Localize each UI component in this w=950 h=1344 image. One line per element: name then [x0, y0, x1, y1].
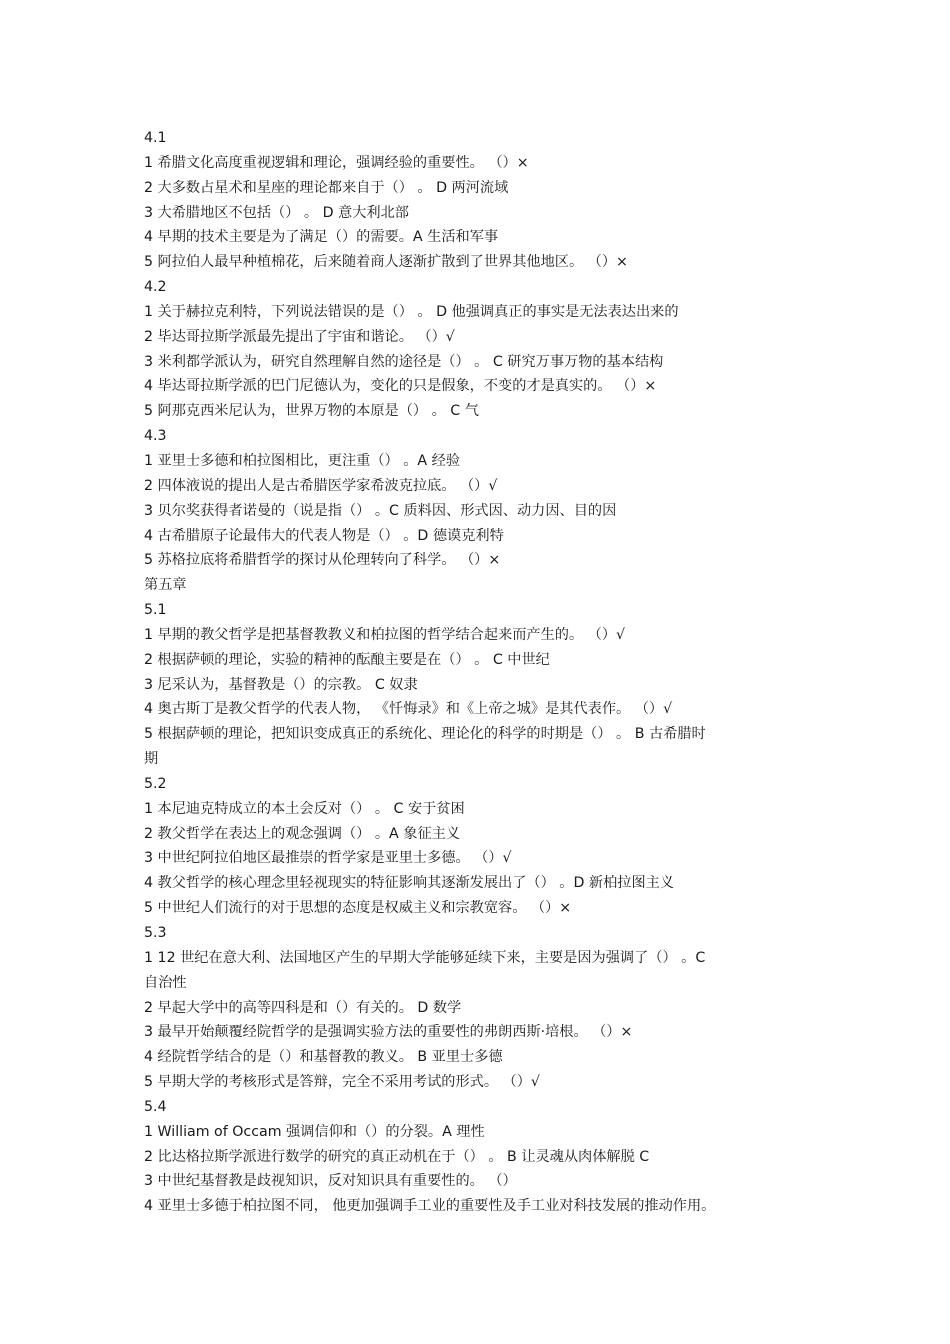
question-list	[144, 126, 820, 1219]
question-line: 2 根据萨顿的理论，实验的精神的酝酿主要是在（） 。 C 中世纪	[144, 651, 550, 668]
question-line: 2 四体液说的提出人是古希腊医学家希波克拉底。 （）√	[144, 477, 498, 494]
question-line: 2 教父哲学在表达上的观念强调（） 。A 象征主义	[144, 825, 461, 842]
question-line: 4 早期的技术主要是为了满足（）的需要。A 生活和军事	[144, 229, 499, 246]
question-line: 1 亚里士多德和柏拉图相比，更注重（） 。A 经验	[144, 452, 461, 469]
question-line: 2 比达格拉斯学派进行数学的研究的真正动机在于（） 。 B 让灵魂从肉体解脱 C	[144, 1148, 650, 1165]
question-line: 5 根据萨顿的理论，把知识变成真正的系统化、理论化的科学的时期是（） 。 B 古希腊时	[144, 726, 706, 743]
question-line: 1 希腊文化高度重视逻辑和理论，强调经验的重要性。 （）×	[144, 154, 529, 171]
question-line: 5 苏格拉底将希腊哲学的探讨从伦理转向了科学。 （）×	[144, 552, 501, 569]
question-line: 3 中世纪基督教是歧视知识，反对知识具有重要性的。 （）	[144, 1173, 517, 1190]
question-line: 4 教父哲学的核心理念里轻视现实的特征影响其逐渐发展出了（） 。D 新柏拉图主义	[144, 875, 675, 892]
question-line: 4 毕达哥拉斯学派的巴门尼德认为，变化的只是假象，不变的才是真实的。 （）×	[144, 378, 657, 395]
question-line: 1 关于赫拉克利特，下列说法错误的是（） 。 D 他强调真正的事实是无法表达出来的	[144, 303, 679, 320]
section-heading: 5.1	[144, 602, 167, 619]
question-line: 5 中世纪人们流行的对于思想的态度是权威主义和宗教宽容。 （）×	[144, 900, 572, 917]
question-line-continuation: 期	[144, 751, 159, 768]
question-line: 3 中世纪阿拉伯地区最推崇的哲学家是亚里士多德。 （）√	[144, 850, 512, 867]
question-line: 3 大希腊地区不包括（） 。 D 意大利北部	[144, 204, 409, 221]
question-line: 2 毕达哥拉斯学派最先提出了宇宙和谐论。 （）√	[144, 328, 455, 345]
section-heading: 4.2	[144, 279, 167, 296]
section-heading: 4.3	[144, 428, 167, 445]
section-heading: 5.3	[144, 925, 167, 941]
section-heading: 5.2	[144, 775, 167, 792]
question-line: 2 大多数占星术和星座的理论都来自于（） 。 D 两河流域	[144, 179, 509, 196]
question-line: 1 William of Occam 强调信仰和（）的分裂。A 理性	[144, 1123, 485, 1140]
question-line-continuation: 自治性	[144, 974, 187, 991]
question-line: 3 米利都学派认为，研究自然理解自然的途径是（） 。 C 研究万事万物的基本结构	[144, 353, 664, 370]
chapter-heading: 第五章	[144, 577, 187, 594]
question-line: 3 贝尔奖获得者诺曼的（说是指（） 。C 质料因、形式因、动力因、目的因	[144, 502, 617, 519]
question-line: 1 早期的教父哲学是把基督教教义和柏拉图的哲学结合起来而产生的。 （）√	[144, 626, 626, 643]
question-line: 2 早起大学中的高等四科是和（）有关的。 D 数学	[144, 999, 462, 1016]
question-line: 5 阿拉伯人最早种植棉花，后来随着商人逐渐扩散到了世界其他地区。 （）×	[144, 254, 628, 271]
question-line: 4 奥古斯丁是教父哲学的代表人物， 《忏悔录》和《上帝之城》是其代表作。 （）√	[144, 701, 673, 718]
question-line: 3 尼采认为，基督教是（）的宗教。 C 奴隶	[144, 676, 418, 693]
question-line: 4 经院哲学结合的是（）和基督教的教义。 B 亚里士多德	[144, 1049, 503, 1066]
question-line: 3 最早开始颠覆经院哲学的是强调实验方法的重要性的弗朗西斯·培根。 （）×	[144, 1024, 633, 1041]
question-line: 4 古希腊原子论最伟大的代表人物是（） 。D 德谟克利特	[144, 527, 504, 544]
section-heading: 4.1	[144, 130, 167, 146]
question-line: 1 本尼迪克特成立的本土会反对（） 。 C 安于贫困	[144, 800, 465, 817]
question-line: 4 亚里士多德于柏拉图不同， 他更加强调手工业的重要性及手工业对科技发展的推动作用。	[144, 1198, 716, 1215]
section-heading: 5.4	[144, 1098, 167, 1115]
question-line: 5 早期大学的考核形式是答辩，完全不采用考试的形式。 （）√	[144, 1074, 540, 1091]
question-line: 1 12 世纪在意大利、法国地区产生的早期大学能够延续下来，主要是因为强调了（） 。C	[144, 949, 706, 966]
question-line: 5 阿那克西米尼认为，世界万物的本原是（） 。 C 气	[144, 403, 479, 420]
